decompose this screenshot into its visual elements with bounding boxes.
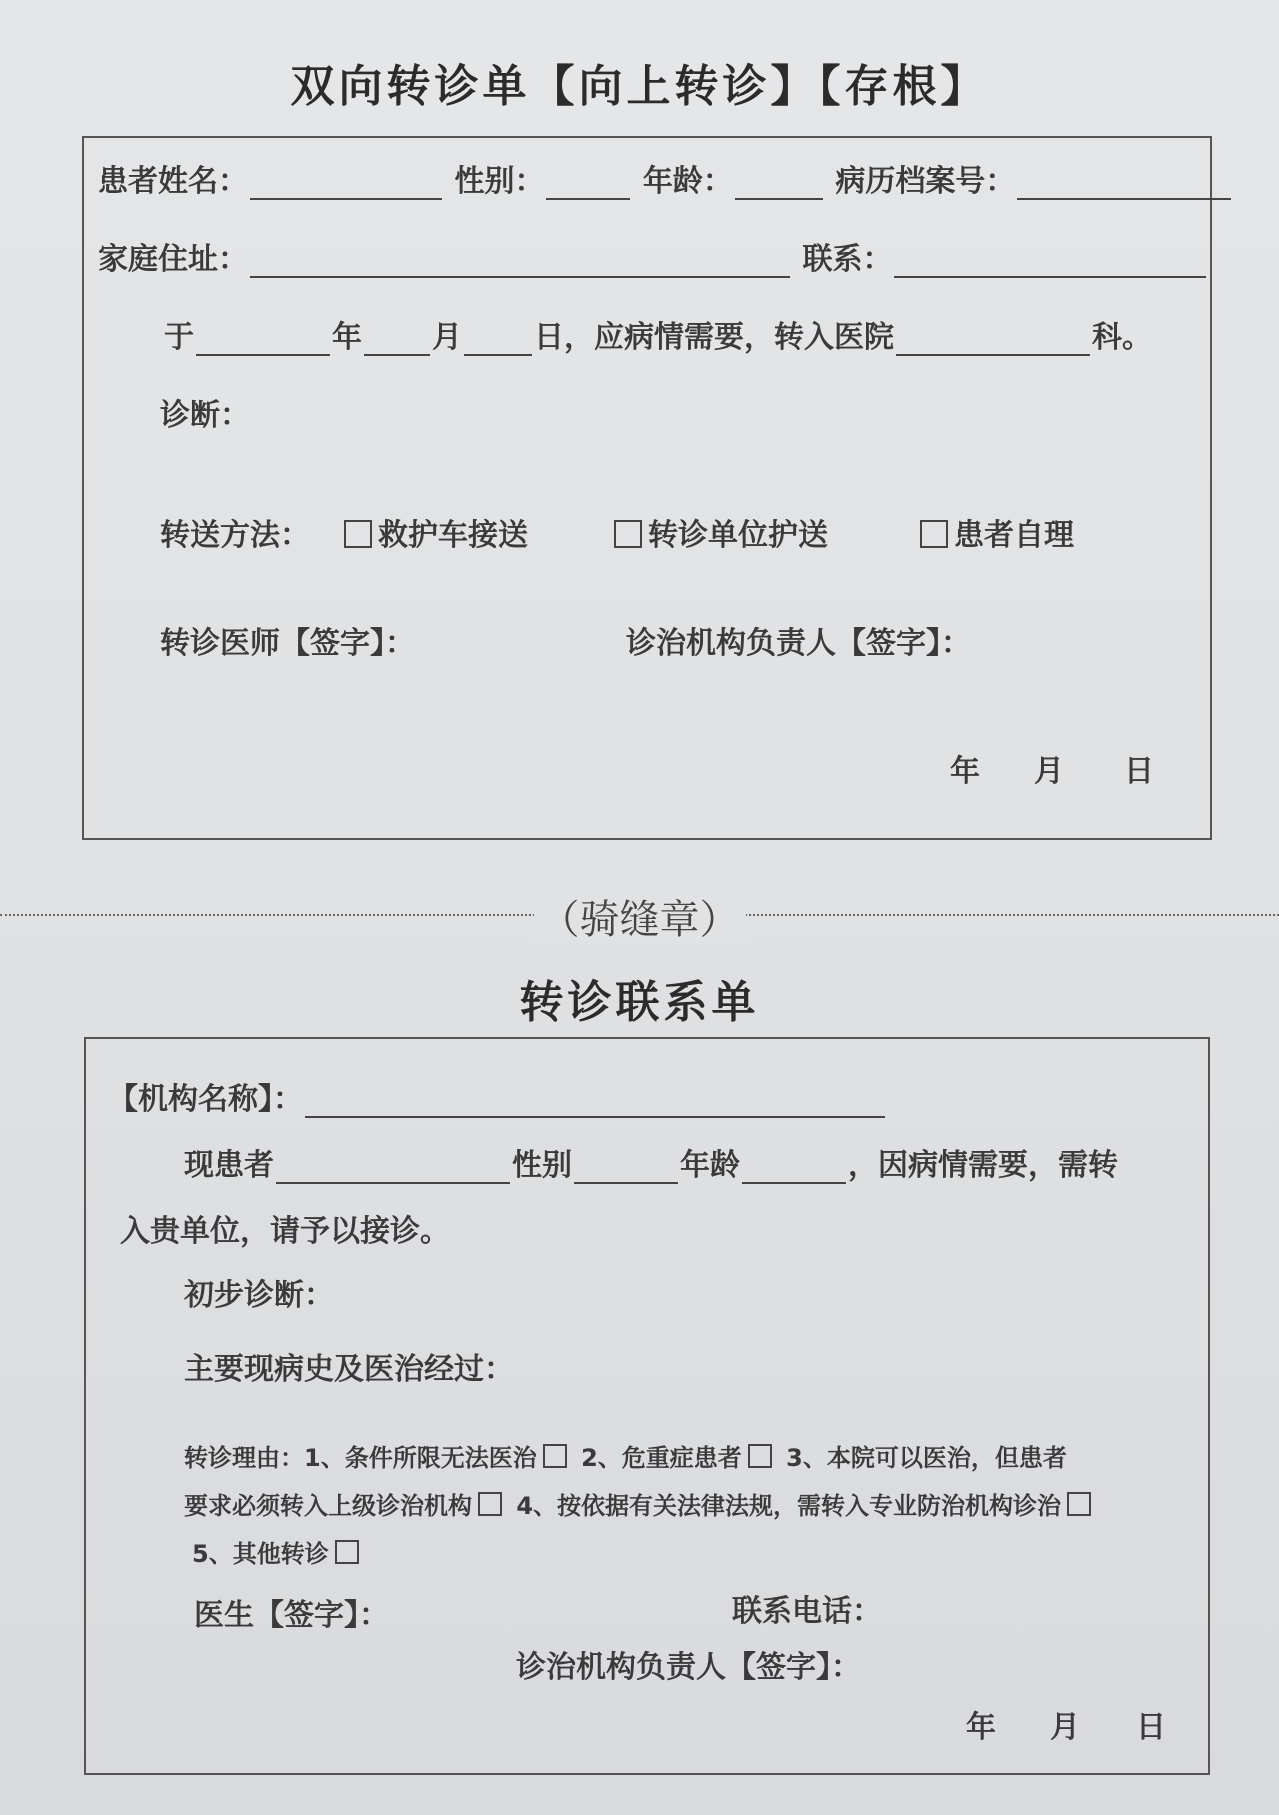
reasons-row-3 [192,1534,365,1569]
record-no-label: 病历档案号： [835,164,1016,199]
reason-3-label: 3、本院可以医治，但患者 [786,1444,1067,1472]
cf-date-year: 年 [966,1710,996,1745]
stub-date-month: 月 [1034,754,1064,789]
contact-label: 联系： [802,242,893,277]
org-label: 【机构名称】： [108,1082,303,1117]
reason-5-checkbox[interactable] [335,1540,359,1564]
year-label: 年 [332,320,362,355]
year-field[interactable] [196,324,330,356]
reason-4-checkbox[interactable] [1067,1492,1091,1516]
cf-date-month: 月 [1050,1710,1080,1745]
contact-field[interactable] [894,246,1206,278]
stub-row-address [98,234,1208,278]
reasons-row-1 [184,1438,1067,1473]
record-no-field[interactable] [1017,168,1231,200]
age-label: 年龄： [642,164,733,199]
cf-age-field[interactable] [742,1152,846,1184]
stub-head-sign-label: 诊治机构负责人【签字】： [626,626,971,661]
day-field[interactable] [464,324,532,356]
stub-title: 双向转诊单【向上转诊】【存根】 [290,61,989,112]
patient-name-field[interactable] [250,168,442,200]
reason-2-label: 2、危重症患者 [581,1444,742,1472]
reason-5-label: 5、其他转诊 [192,1540,329,1568]
checkbox-icon[interactable] [614,520,642,548]
reason-2-checkbox[interactable] [748,1444,772,1468]
dept-suffix: 科。 [1092,320,1152,355]
transport-option-self[interactable]: 患者自理 [920,510,1074,554]
diagnosis-label: 诊断： [160,398,250,433]
prelim-diag-label: 初步诊断： [184,1278,334,1313]
address-field[interactable] [250,246,790,278]
address-label: 家庭住址： [98,242,248,277]
reason-4-label: 4、按依据有关法律法规，需转入专业防治机构诊治 [516,1492,1062,1520]
org-row [108,1074,887,1118]
gender-field[interactable] [546,168,630,200]
cf-doctor-sign-label: 医生【签字】： [194,1598,389,1633]
stub-date-year: 年 [950,754,980,789]
stub-row-date [164,312,1152,356]
patient-prefix: 现患者 [184,1148,274,1183]
cf-head-sign-label: 诊治机构负责人【签字】： [516,1650,861,1685]
cf-age-label: 年龄 [680,1148,740,1183]
month-field[interactable] [364,324,430,356]
day-reason-text: 日，应病情需要，转入医院 [534,320,894,355]
org-field[interactable] [305,1086,885,1118]
reason-3-cont: 要求必须转入上级诊治机构 [184,1492,472,1520]
dept-field[interactable] [896,324,1090,356]
date-prefix: 于 [164,320,194,355]
month-label: 月 [432,320,462,355]
patient-name-label: 患者姓名： [98,164,248,199]
reasons-row-2 [184,1486,1097,1521]
cf-reason-cont: 入贵单位，请予以接诊。 [120,1214,450,1249]
transport-label: 转送方法： [160,518,310,553]
gender-label: 性别： [454,164,545,199]
cf-date-day: 日 [1136,1710,1166,1745]
patient-row [184,1140,1118,1184]
stub-row-patient [98,156,1233,200]
reason-1-checkbox[interactable] [543,1444,567,1468]
checkbox-icon[interactable] [920,520,948,548]
stub-doctor-sign-label: 转诊医师【签字】： [160,626,415,661]
seam-stamp-label: （骑缝章） [0,888,1279,945]
history-label: 主要现病史及医治经过： [184,1352,514,1387]
cf-patient-field[interactable] [276,1152,510,1184]
cf-gender-field[interactable] [574,1152,678,1184]
contact-form-title: 转诊联系单 [519,977,760,1028]
age-field[interactable] [735,168,823,200]
checkbox-icon[interactable] [344,520,372,548]
reason-1-label: 转诊理由：1、条件所限无法医治 [184,1444,537,1472]
reason-3-checkbox[interactable] [478,1492,502,1516]
cf-phone-label: 联系电话： [732,1594,882,1629]
cf-reason-text: ，因病情需要，需转 [848,1148,1118,1183]
transport-option-escort[interactable]: 转诊单位护送 [614,510,828,554]
stub-date-day: 日 [1124,754,1154,789]
cf-gender-label: 性别 [512,1148,572,1183]
transport-option-ambulance[interactable]: 救护车接送 [344,510,528,554]
